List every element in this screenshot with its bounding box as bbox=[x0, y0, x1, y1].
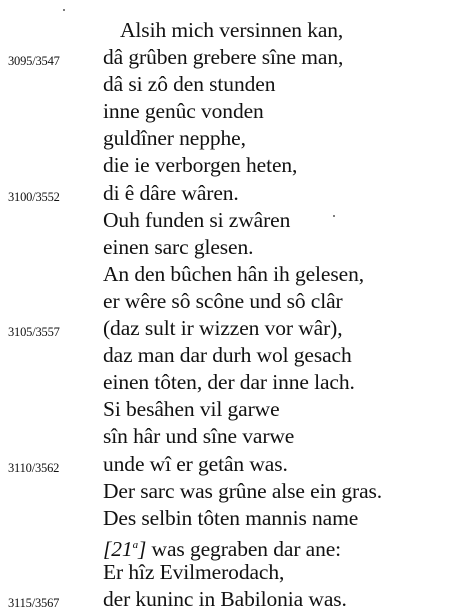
verse-text: Er hîz Evilmerodach, bbox=[103, 559, 285, 584]
verse-line bbox=[0, 342, 459, 369]
verse-text: sîn hâr und sîne varwe bbox=[103, 424, 295, 449]
verse-text: der kuninc in Babilonia was. bbox=[103, 586, 347, 611]
verse-line bbox=[0, 423, 459, 450]
line-number: 3100/3552 bbox=[8, 189, 60, 204]
line-number: 3105/3557 bbox=[8, 325, 60, 340]
folio-marker: [21$^a$] bbox=[103, 536, 147, 561]
verse-text: Der sarc was grûne alse ein gras. bbox=[103, 478, 383, 503]
verse-line bbox=[0, 234, 459, 261]
verse-line bbox=[0, 98, 459, 125]
verse-text: An den bûchen hân ih gelesen, bbox=[103, 261, 364, 286]
verse-line bbox=[0, 17, 459, 44]
verse-line bbox=[0, 71, 459, 98]
verse-line bbox=[0, 44, 459, 71]
verse-text: Alsih mich versinnen kan, bbox=[120, 18, 344, 42]
verse-line bbox=[0, 288, 459, 315]
verse-text: guldîner nepphe, bbox=[103, 126, 246, 151]
verse-line bbox=[0, 505, 459, 532]
verse-text: dâ grûben grebere sîne man, bbox=[103, 45, 344, 70]
verse-text: [21$^a$] was gegraben dar ane: bbox=[103, 536, 342, 561]
verse-text: dâ si zô den stunden bbox=[103, 72, 276, 97]
verse-text: er wêre sô scône und sô clâr bbox=[103, 288, 343, 313]
verse-text: Ouh funden si zwâren bbox=[103, 207, 291, 232]
verse-block bbox=[0, 17, 459, 613]
verse-line bbox=[0, 532, 459, 559]
line-number: 3110/3562 bbox=[8, 460, 60, 475]
line-number: 3095/3547 bbox=[8, 54, 60, 69]
verse-line bbox=[0, 315, 459, 342]
verse-line bbox=[0, 125, 459, 152]
verse-line bbox=[0, 152, 459, 179]
verse-line bbox=[0, 451, 459, 478]
verse-line bbox=[0, 369, 459, 396]
verse-line bbox=[0, 396, 459, 423]
verse-line bbox=[0, 207, 459, 234]
verse-text: die ie verborgen heten, bbox=[103, 153, 298, 178]
verse-text: daz man dar durh wol gesach bbox=[103, 343, 352, 368]
verse-line bbox=[0, 478, 459, 505]
verse-line bbox=[0, 261, 459, 288]
verse-text: Si besâhen vil garwe bbox=[103, 397, 280, 422]
scan-speck bbox=[333, 215, 335, 217]
verse-text: unde wî er getân was. bbox=[103, 451, 288, 476]
verse-line bbox=[0, 559, 459, 586]
verse-text: (daz sult ir wizzen vor wâr), bbox=[103, 316, 343, 341]
verse-line bbox=[0, 180, 459, 207]
scan-speck bbox=[63, 9, 65, 11]
verse-text: einen tôten, der dar inne lach. bbox=[103, 370, 355, 395]
verse-text: inne genûc vonden bbox=[103, 99, 264, 124]
verse-line bbox=[0, 586, 459, 613]
verse-text: einen sarc glesen. bbox=[103, 234, 254, 259]
verse-text: Des selbin tôten mannis name bbox=[103, 505, 359, 530]
verse-text: di ê dâre wâren. bbox=[103, 180, 239, 205]
line-number: 3115/3567 bbox=[8, 595, 60, 610]
